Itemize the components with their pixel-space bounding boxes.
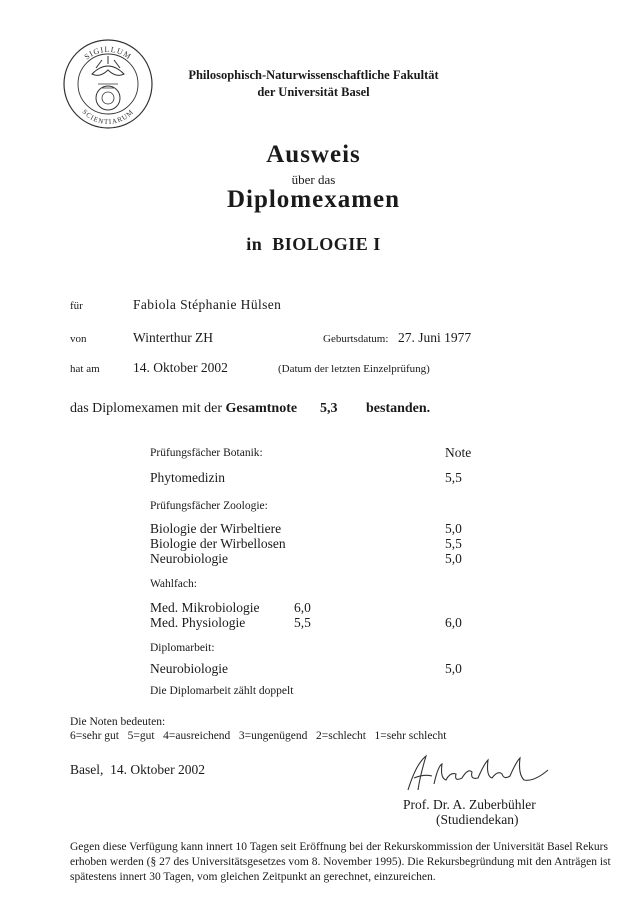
elective-row: Med. Mikrobiologie <box>150 600 260 615</box>
appeal-notice-line: Gegen diese Verfügung kann innert 10 Tagen seit Eröffnung bei der Rekurskommission der Universität Basel Rekurs <box>70 841 608 853</box>
thesis-grade: 5,0 <box>445 661 462 676</box>
exam-date: 14. Oktober 2002 <box>133 360 228 375</box>
hat-am-label: hat am <box>70 363 100 375</box>
thesis-row: Neurobiologie <box>150 661 228 676</box>
zoology-label: Prüfungsfächer Zoologie: <box>150 500 268 512</box>
place-date: Basel, 14. Oktober 2002 <box>70 762 205 777</box>
fuer-label: für <box>70 300 83 312</box>
signatory-name: Prof. Dr. A. Zuberbühler <box>403 797 536 812</box>
university-name: der Universität Basel <box>257 85 370 99</box>
result-prefix: das Diplomexamen mit der <box>70 401 223 416</box>
subject-prefix: in <box>246 234 263 254</box>
birthdate: 27. Juni 1977 <box>398 330 472 345</box>
exam-title: Diplomexamen <box>226 186 401 213</box>
subject-grade: 5,0 <box>445 521 462 536</box>
appeal-notice-line: erhoben werden (§ 27 des Universitätsgesetzes vom 8. November 1995). Die Rekursbegründung mit den Anträgen ist <box>70 856 611 868</box>
total-grade: 5,3 <box>320 401 338 416</box>
grade-legend-title: Die Noten bedeuten: <box>70 716 166 728</box>
appeal-notice-line: spätestens innert 30 Tagen, vom gleichen Zeitpunkt an gerechnet, einzureichen. <box>70 871 436 883</box>
elective-grade: 6,0 <box>445 615 462 630</box>
subject-line <box>0 234 627 255</box>
result-line <box>70 401 297 417</box>
signatory-role: (Studiendekan) <box>436 812 519 827</box>
von-label: von <box>70 333 87 345</box>
subject-grade: 5,5 <box>445 536 462 551</box>
subject-row: Biologie der Wirbeltiere <box>150 521 282 536</box>
result-suffix: bestanden. <box>366 401 431 416</box>
document-title: Ausweis <box>266 141 361 168</box>
subject-row: Phytomedizin <box>150 470 225 485</box>
faculty-name: Philosophisch-Naturwissenschaftliche Fakultät <box>188 68 439 82</box>
thesis-label: Diplomarbeit: <box>150 642 215 654</box>
elective-label: Wahlfach: <box>150 578 197 590</box>
total-grade-label: Gesamtnote <box>225 401 298 416</box>
hometown: Winterthur ZH <box>133 330 214 345</box>
grade-column-header: Note <box>445 445 472 460</box>
title-connector: über das <box>291 172 336 187</box>
elective-subgrade: 5,5 <box>294 615 311 630</box>
botany-label: Prüfungsfächer Botanik: <box>150 447 263 459</box>
subject-grade: 5,0 <box>445 551 462 566</box>
seal-text-top: SIGILLUM <box>82 44 134 62</box>
student-name: Fabiola Stéphanie Hülsen <box>133 297 282 312</box>
exam-date-note: (Datum der letzten Einzelprüfung) <box>278 363 430 375</box>
subject-name: BIOLOGIE I <box>272 234 381 254</box>
signature-icon <box>398 750 558 796</box>
thesis-note: Die Diplomarbeit zählt doppelt <box>150 685 294 697</box>
subject-row: Neurobiologie <box>150 551 228 566</box>
birthdate-label: Geburtsdatum: <box>323 333 389 345</box>
grade-legend: 6=sehr gut 5=gut 4=ausreichend 3=ungenügend 2=schlecht 1=sehr schlecht <box>70 730 447 742</box>
subject-grade: 5,5 <box>445 470 462 485</box>
elective-row: Med. Physiologie <box>150 615 246 630</box>
seal-text-bottom: SCIENTIARUM <box>80 107 136 127</box>
university-seal-icon <box>62 38 154 130</box>
elective-subgrade: 6,0 <box>294 600 311 615</box>
subject-row: Biologie der Wirbellosen <box>150 536 286 551</box>
